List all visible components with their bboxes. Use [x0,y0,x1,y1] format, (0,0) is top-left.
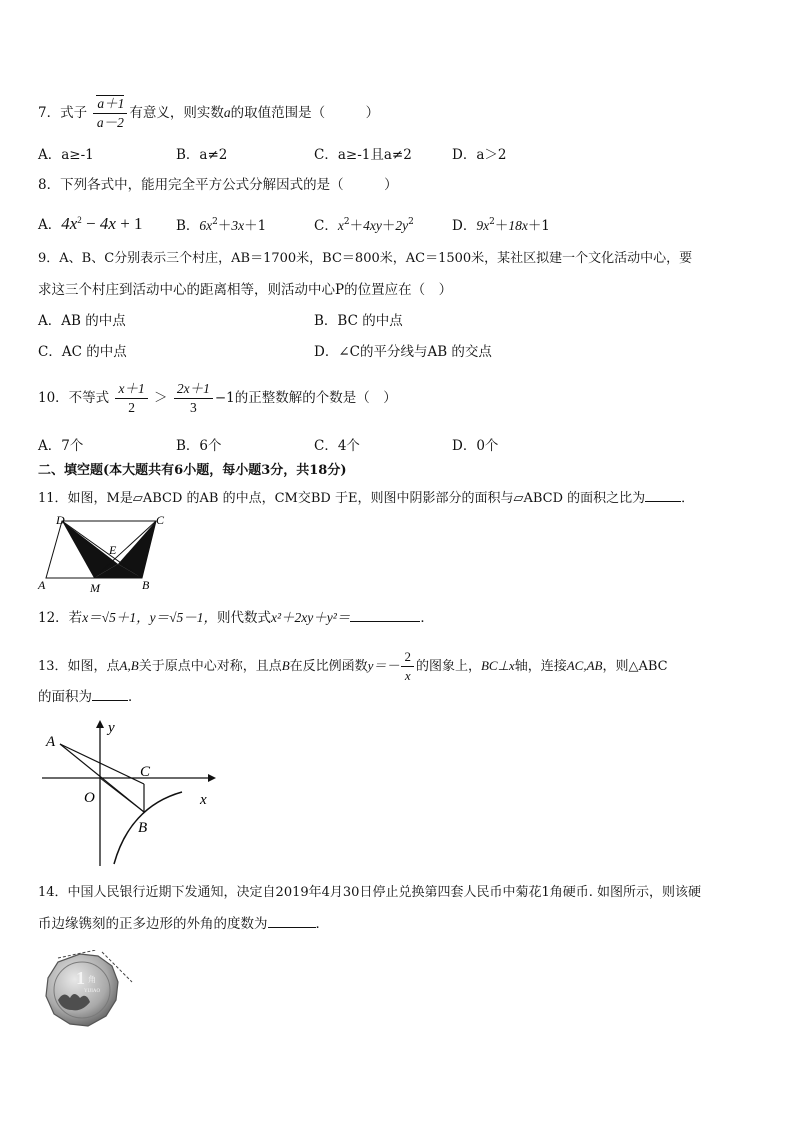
section-title: 二、填空题(本大题共有6小题，每小题3分，共18分) [38,463,347,478]
q13-line2: 的面积为 ． [38,689,142,705]
coin-denomination: 1 [76,968,85,988]
q14-line2: 币边缘镌刻的正多边形的外角的度数为 ． [38,916,329,932]
q9-option-a: A．AB 的中点 [38,313,126,329]
q11-label-b: B [142,578,150,592]
q13-label-a: A [46,734,56,750]
q8-option-a: A．$4x^2 - 4x + 1$ [38,214,143,233]
q11-label-a: A [38,578,46,592]
q10-fraction-1: $\frac{x+1}{2}$ [115,380,147,417]
q11-label-e: E [109,543,117,557]
q10-fraction-2: $\frac{2x+1}{3}$ [174,380,213,417]
q11-stem: 11．如图，M是▱ABCD 的AB 的中点，CM交BD 于E，则图中阴影部分的面积与▱ABCD 的面积之比为 ． [38,491,695,506]
q13-label-b: B [138,820,148,836]
q11-parallelogram-figure [36,512,168,594]
q8-option-d: D．$9x^2+18x+1$ [452,217,550,234]
q10-option-d: D．0个 [452,438,499,454]
q11-label-c: C [156,513,165,527]
q13-label-y: y [108,720,115,736]
q13-label-c: C [140,764,151,780]
q11-label-m: M [90,581,100,594]
q7-option-c: C．a≥-1且a≠2 [314,147,412,163]
q8-option-c: C．$x^2+4xy+2y^2$ [314,217,414,234]
q10-option-c: C．4个 [314,438,360,454]
q7-stem: 7．式子 $\frac{a+1}{a-2}$ 有意义，则实数a的取值范围是（ ） [38,96,380,130]
q7-option-d: D．a＞2 [452,147,507,163]
q14-line1: 14．中国人民银行近期下发通知，决定自2019年4月30日停止兑换第四套人民币中菊花1角硬币. 如图所示，则该硬 [38,885,701,900]
q13-stem: 13．如图，点A,B关于原点中心对称，且点B在反比例函数y＝－ $\frac{2}{x}$ 的图象上，BC⊥x轴，连接AC,AB，则△ABC [38,649,668,683]
coin-char: 角 [88,975,96,984]
q13-coordinate-figure [36,716,222,868]
coin-sub: YIJIAO [84,989,101,994]
q13-label-x: x [200,792,207,808]
q9-option-c: C．AC 的中点 [38,344,127,360]
coin-image [40,950,136,1032]
q13-label-o: O [84,790,95,806]
q9-line1: 9．A、B、C分别表示三个村庄，AB＝1700米，BC＝800米，AC＝1500米，某社区拟建一个文化活动中心，要 [38,251,693,266]
q8-stem: 8．下列各式中，能用完全平方公式分解因式的是（ ） [38,177,398,193]
q10-stem: 10．不等式 $\frac{x+1}{2}$ ＞ $\frac{2x+1}{3}$ −1的正整数解的个数是（ ） [38,381,397,415]
q7-option-b: B．a≠2 [176,147,228,163]
q10-option-b: B．6个 [176,438,222,454]
q7-option-a: A．a≥-1 [38,147,94,163]
q9-line2: 求这三个村庄到活动中心的距离相等，则活动中心P的位置应在（ ） [38,282,453,298]
q7-fraction: $\frac{a+1}{a-2}$ [93,95,127,132]
q9-option-b: B．BC 的中点 [314,313,403,329]
q12-stem: 12．若x＝√5＋1，y＝√5－1，则代数式x²＋2xy＋y²＝ ． [38,610,434,626]
q8-option-b: B．$6x^2+3x+1$ [176,217,267,234]
q10-option-a: A．7个 [38,438,84,454]
q9-option-d: D．∠C的平分线与AB 的交点 [314,344,492,360]
q11-label-d: D [56,513,65,527]
